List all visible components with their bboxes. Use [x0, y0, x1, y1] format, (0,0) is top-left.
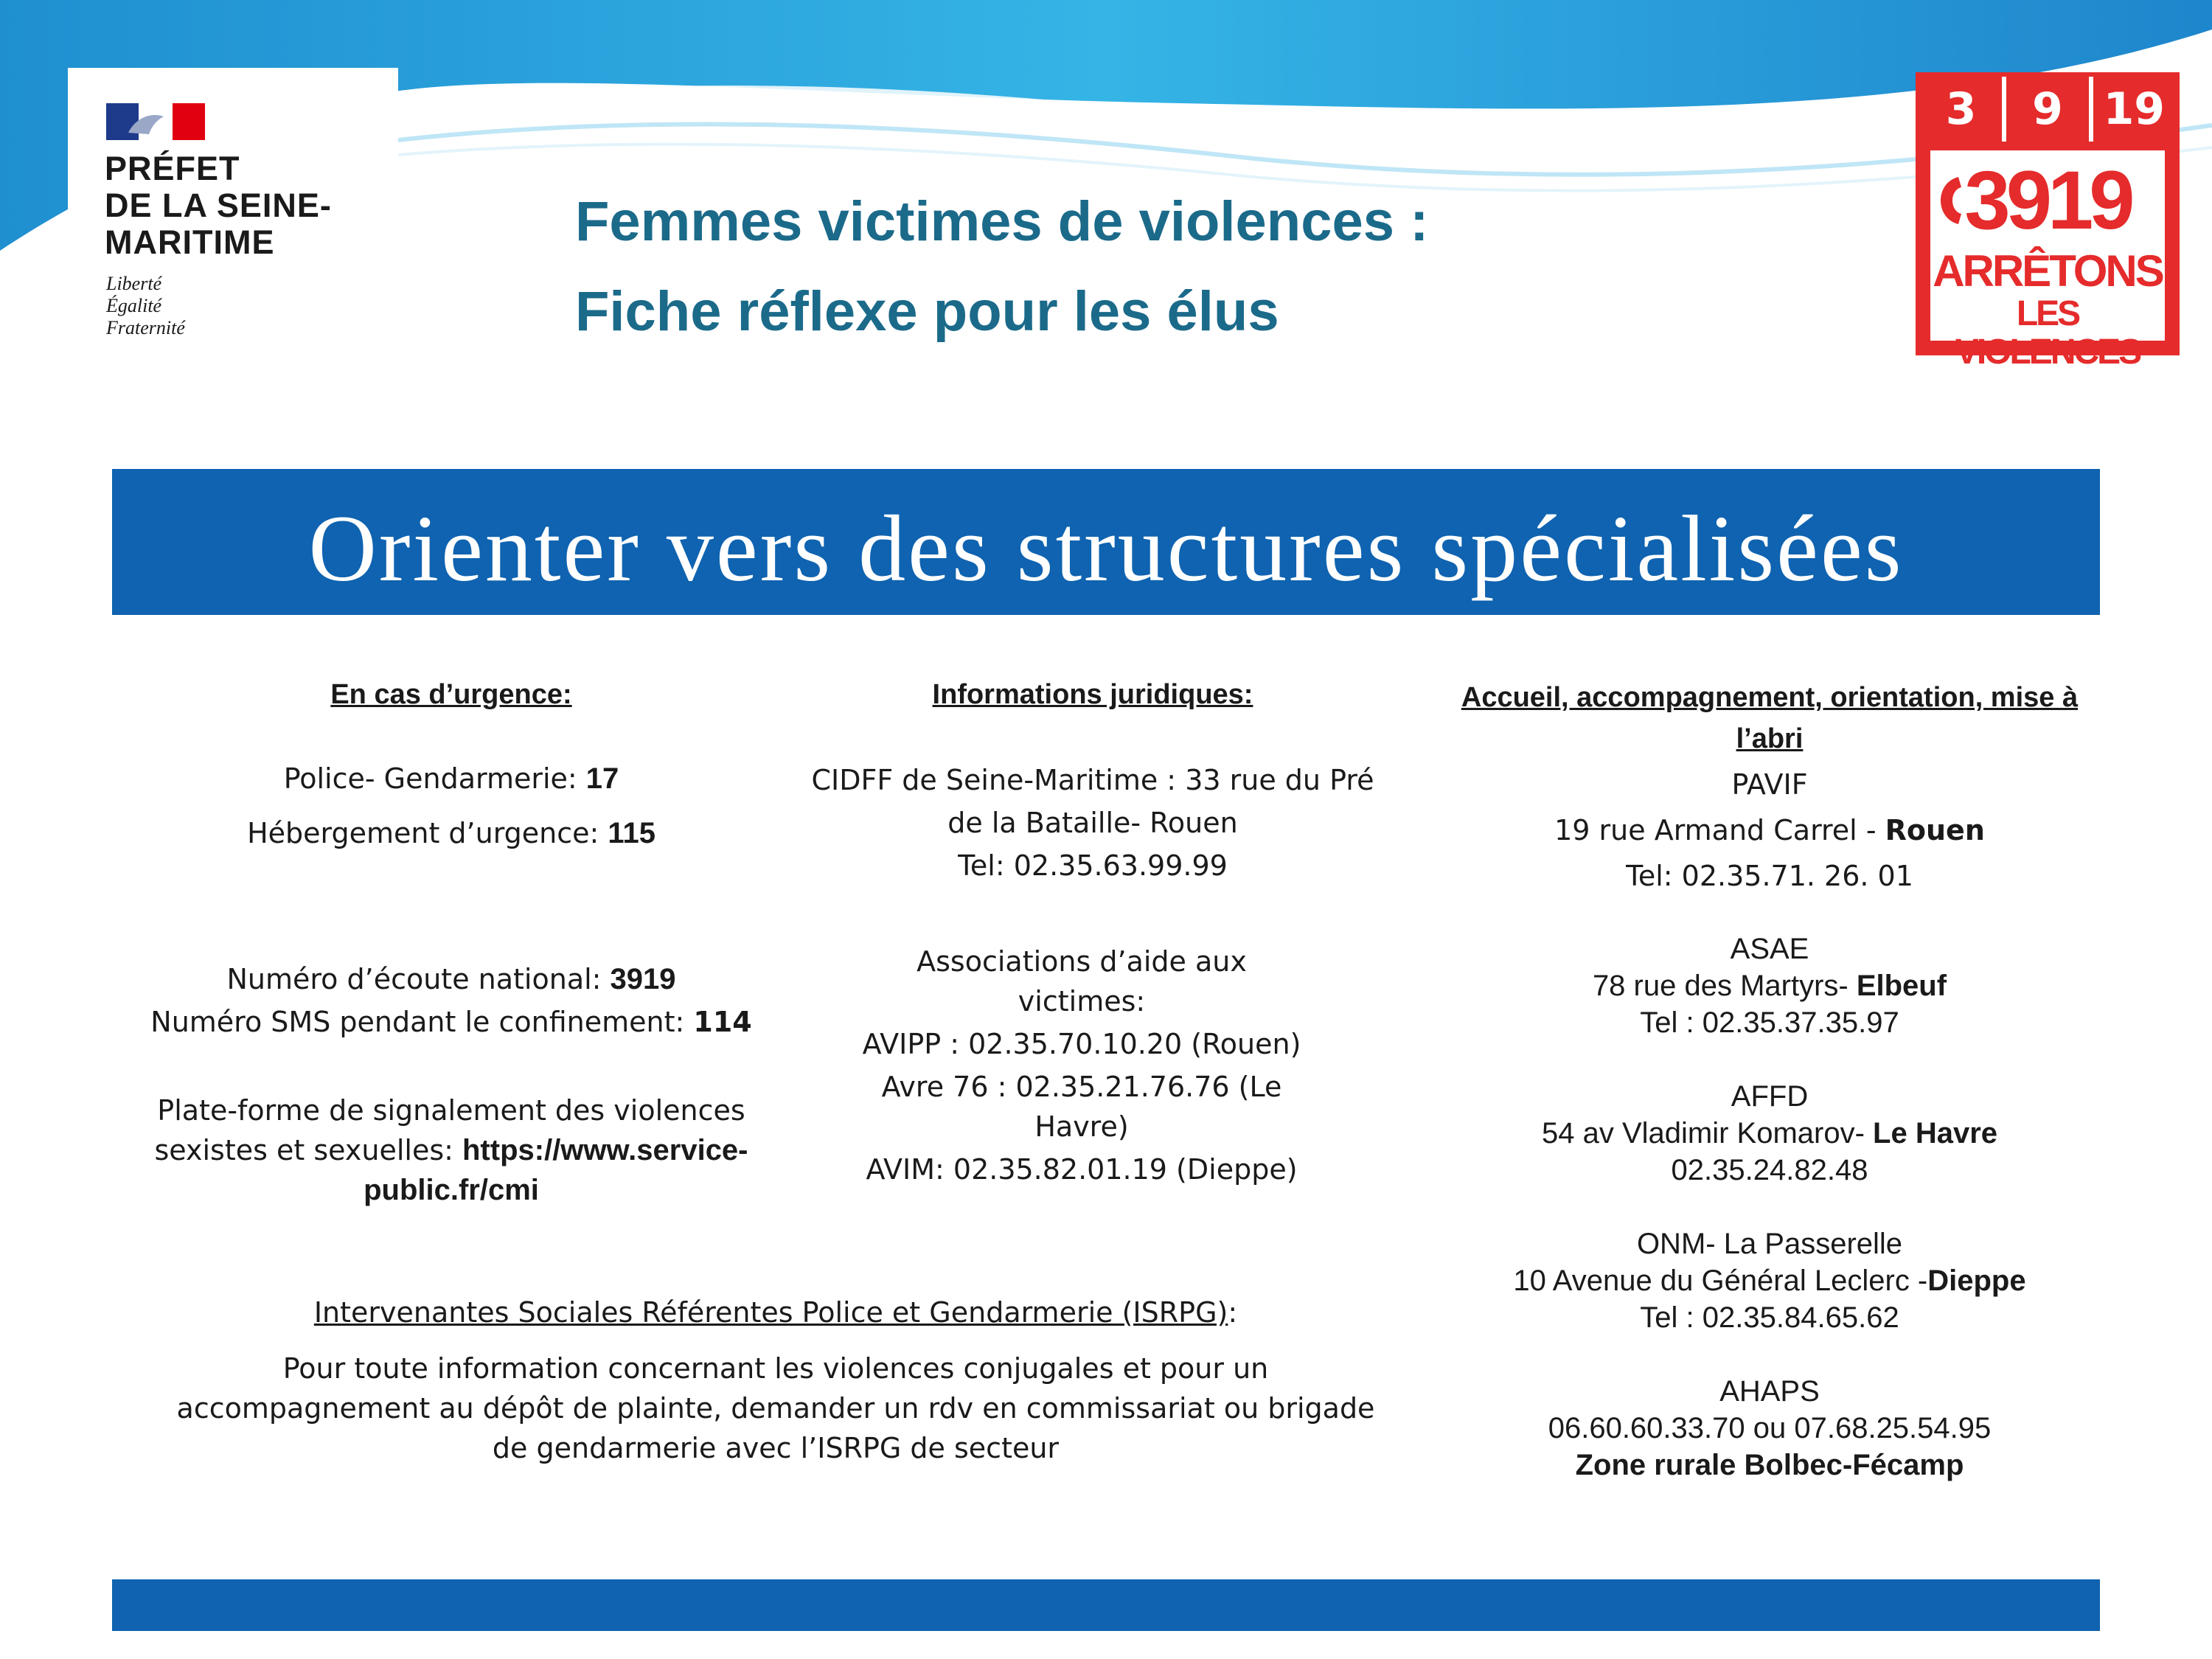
- pavif-name: PAVIF: [1731, 768, 1808, 801]
- plateforme-line-3: [112, 1169, 790, 1211]
- juridique-heading: Informations juridiques:: [932, 679, 1253, 710]
- badge-number: 3919: [1964, 154, 2131, 246]
- juridique-column: [790, 674, 1395, 715]
- urgence-heading: En cas d’urgence:: [330, 679, 572, 710]
- badge-line-2: LES VIOLENCES: [1955, 294, 2140, 372]
- onm-name: ONM- La Passerelle: [1636, 1228, 1903, 1260]
- affd-block: [1439, 1078, 2100, 1189]
- onm-block: [1439, 1225, 2100, 1336]
- hebergement-line: Hébergement d’urgence: 115: [247, 817, 655, 849]
- ahaps-block: [1439, 1373, 2100, 1484]
- motto-egalite: Égalité: [106, 295, 162, 316]
- prefect-line-1: PRÉFET: [105, 150, 240, 187]
- onm-address: 10 Avenue du Général Leclerc -Dieppe: [1513, 1265, 2026, 1297]
- asae-address: 78 rue des Martyrs- Elbeuf: [1592, 970, 1947, 1002]
- asae-tel: Tel : 02.35.37.35.97: [1640, 1006, 1899, 1039]
- pavif-tel: Tel: 02.35.71. 26. 01: [1626, 860, 1913, 892]
- accueil-heading-line-2: l’abri: [1736, 723, 1804, 754]
- plateforme-link-continued[interactable]: public.fr/cmi: [364, 1174, 539, 1206]
- motto-fraternite: Fraternité: [106, 317, 185, 338]
- isrpg-heading: Intervenantes Sociales Référentes Police et Gendarmerie (ISRPG):: [313, 1296, 1238, 1329]
- prefecture-logo: [68, 68, 398, 378]
- isrpg-line-2: accompagnement au dépôt de plainte, demander un rdv en commissariat ou brigade: [176, 1392, 1375, 1425]
- badge-digit-19: 19: [2089, 77, 2175, 142]
- marianne-flag-icon: [106, 103, 205, 140]
- affd-address: 54 av Vladimir Komarov- Le Havre: [1541, 1117, 1998, 1150]
- cidff-tel: Tel: 02.35.63.99.99: [958, 849, 1228, 882]
- badge-inner: [1930, 150, 2165, 372]
- footer-bar: [112, 1579, 2100, 1631]
- isrpg-line-3: de gendarmerie avec l’ISRPG de secteur: [492, 1432, 1060, 1464]
- isrpg-line-1: Pour toute information concernant les violences conjugales et pour un: [282, 1352, 1269, 1385]
- ecoute-line: Numéro d’écoute national: 3919: [226, 963, 676, 995]
- avipp-line: AVIPP : 02.35.70.10.20 (Rouen): [862, 1028, 1301, 1060]
- accueil-heading-line-1: Accueil, accompagnement, orientation, mise à: [1461, 682, 2079, 713]
- plateforme-line-1: Plate-forme de signalement des violences: [157, 1094, 745, 1127]
- ahaps-tel: 06.60.60.33.70 ou 07.68.25.54.95: [1548, 1412, 1992, 1444]
- motto-liberte: Liberté: [106, 273, 162, 294]
- prefect-line-2: DE LA SEINE-: [105, 187, 332, 224]
- pavif-address: 19 rue Armand Carrel - Rouen: [1554, 814, 1985, 846]
- ahaps-zone: Zone rurale Bolbec-Fécamp: [1575, 1449, 1964, 1481]
- sms-line: Numéro SMS pendant le confinement: 114: [150, 1006, 752, 1038]
- prefect-line-3: MARITIME: [105, 223, 275, 261]
- avre-line-1: Avre 76 : 02.35.21.76.76 (Le: [881, 1071, 1282, 1103]
- plateforme-line-2: sexistes et sexuelles: https://www.service-: [154, 1134, 748, 1166]
- onm-tel: Tel : 02.35.84.65.62: [1640, 1301, 1899, 1334]
- assoc-line-2: victimes:: [1018, 985, 1146, 1018]
- badge-digits: [1920, 77, 2175, 142]
- section-banner-title: Orienter vers des structures spécialisées: [308, 496, 1904, 601]
- title-line-1: Femmes victimes de violences :: [575, 190, 1429, 253]
- title-line-2: Fiche réflexe pour les élus: [575, 280, 1279, 343]
- asae-name: ASAE: [1730, 933, 1809, 965]
- badge-line-1: ARRÊTONS: [1933, 246, 2163, 296]
- campaign-badge-3919: [1916, 72, 2180, 372]
- badge-digit-3: 3: [1945, 83, 1977, 135]
- assoc-line-1: Associations d’aide aux: [917, 945, 1247, 978]
- affd-name: AFFD: [1731, 1080, 1809, 1113]
- asae-block: [1439, 931, 2100, 1041]
- pavif-block: [1439, 764, 2100, 897]
- cidff-line-1: CIDFF de Seine-Maritime : 33 rue du Pré: [811, 764, 1374, 796]
- cidff-line-2: de la Bataille- Rouen: [947, 807, 1238, 839]
- urgence-column: [112, 674, 790, 715]
- badge-digit-9: 9: [2002, 77, 2088, 142]
- police-line: Police- Gendarmerie: 17: [283, 762, 619, 795]
- main-panel: [112, 469, 2100, 1631]
- plateforme-link[interactable]: https://www.service-: [462, 1134, 748, 1166]
- avim-line: AVIM: 02.35.82.01.19 (Dieppe): [866, 1153, 1298, 1186]
- avre-line-2: Havre): [1034, 1110, 1129, 1143]
- section-banner: [112, 469, 2100, 615]
- accueil-column: [1439, 677, 2100, 759]
- affd-tel: 02.35.24.82.48: [1671, 1154, 1868, 1186]
- ahaps-name: AHAPS: [1719, 1375, 1820, 1408]
